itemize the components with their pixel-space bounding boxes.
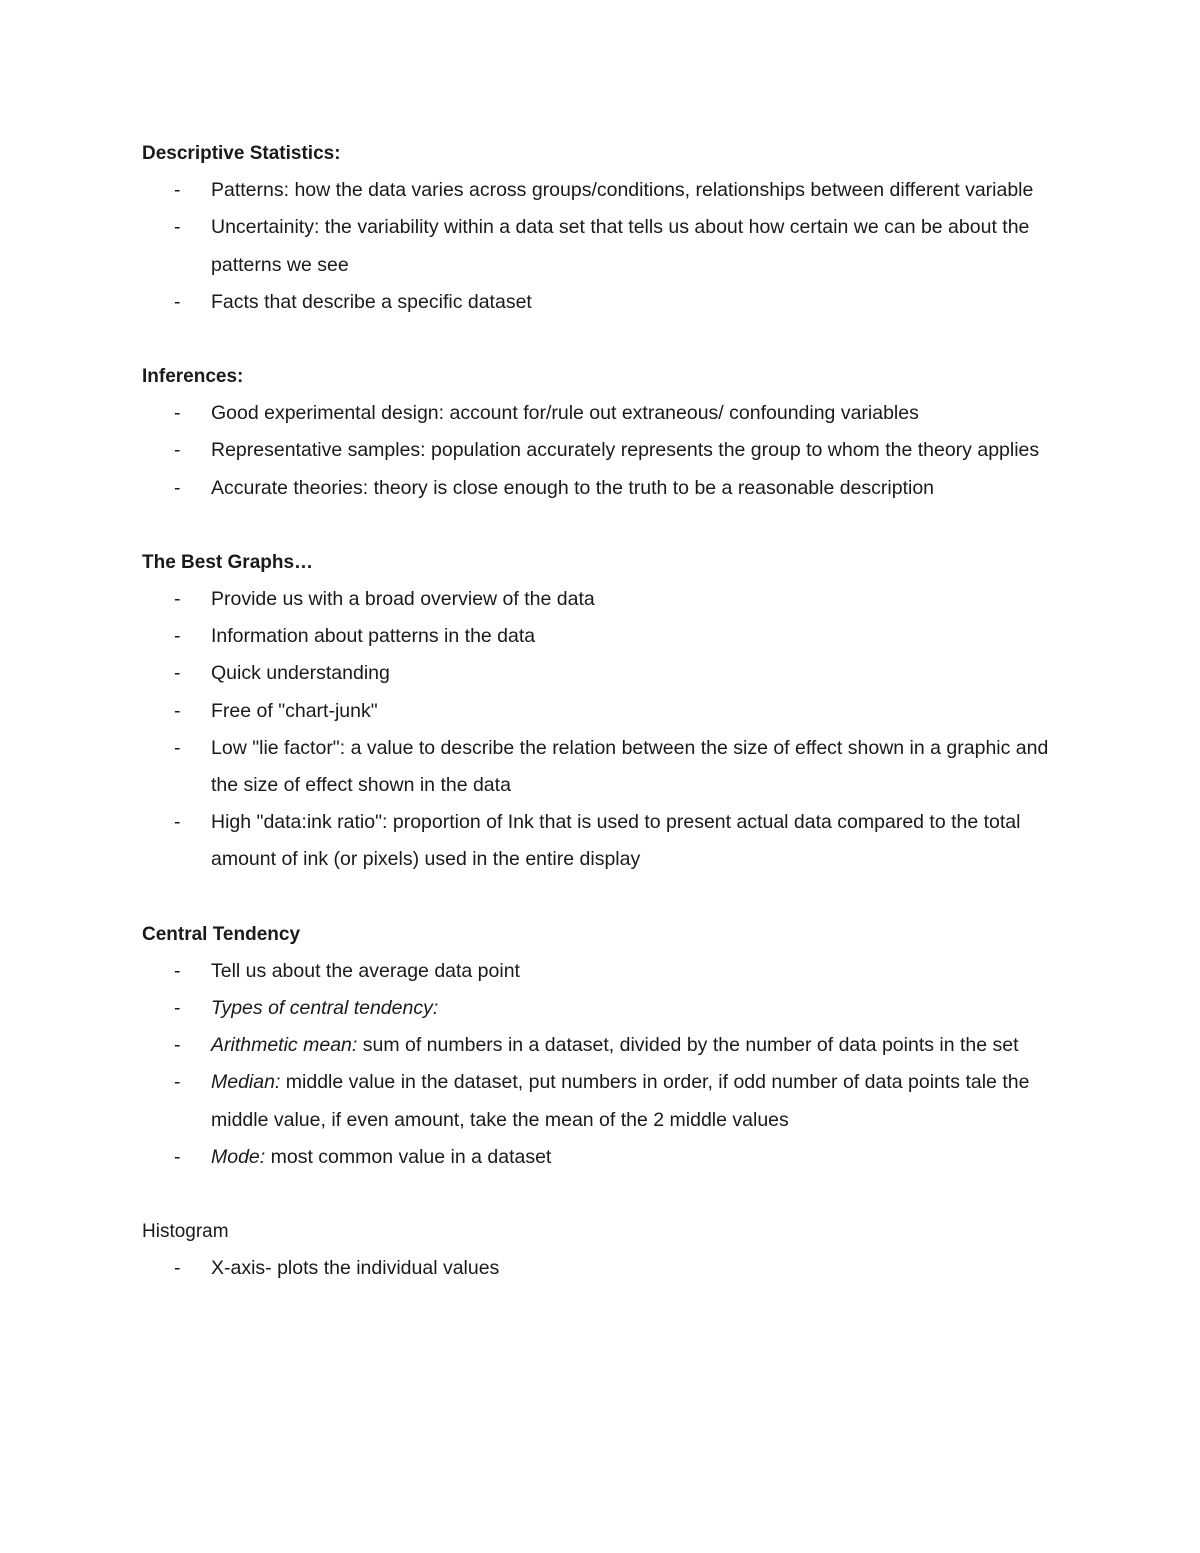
bullet-dash: - <box>174 587 181 610</box>
list-item-text: most common value in a dataset <box>265 1145 552 1168</box>
bullet-list <box>142 581 1072 879</box>
list-item-text: High "data:ink ratio": proportion of Ink that is used to present actual data compared to the total amount of ink (or pixels) used in the entire display <box>211 811 1021 871</box>
bullet-list <box>142 395 1072 507</box>
list-item <box>142 1027 1072 1064</box>
section-heading: Descriptive Statistics: <box>142 143 341 164</box>
list-item <box>142 804 1072 878</box>
section-central-tendency <box>142 916 1072 1176</box>
bullet-dash: - <box>174 1145 181 1168</box>
list-item <box>142 618 1072 655</box>
bullet-dash: - <box>174 1034 181 1057</box>
document-content <box>142 135 1072 1287</box>
list-item <box>142 209 1072 283</box>
bullet-dash: - <box>174 997 181 1019</box>
list-item-italic-term: Types of central tendency: <box>211 997 439 1019</box>
list-item-text: Good experimental design: account for/rule out extraneous/ confounding variables <box>211 402 919 425</box>
list-item-text: Representative samples: population accurately represents the group to whom the theory applies <box>211 439 1040 462</box>
bullet-dash: - <box>174 959 181 982</box>
list-item-text: Free of "chart-junk" <box>211 699 378 722</box>
list-item-italic-term: Median: <box>211 1071 281 1094</box>
list-item-text: middle value in the dataset, put numbers in order, if odd number of data points tale the middle value, if even amount, take the mean of the 2 middle values <box>211 1071 1030 1131</box>
bullet-dash: - <box>174 625 181 648</box>
list-item-text: sum of numbers in a dataset, divided by the number of data points in the set <box>357 1034 1019 1057</box>
list-item <box>142 284 1072 321</box>
bullet-dash: - <box>174 662 181 685</box>
list-item-text: Patterns: how the data varies across groups/conditions, relationships between different variable <box>211 179 1034 202</box>
section-inferences <box>142 358 1072 507</box>
section-heading: Histogram <box>142 1221 229 1243</box>
bullet-dash: - <box>174 402 181 425</box>
list-item-text: Information about patterns in the data <box>211 625 536 648</box>
section-heading: Inferences: <box>142 366 244 387</box>
bullet-list <box>142 172 1072 321</box>
list-item <box>142 953 1072 990</box>
bullet-dash: - <box>174 811 181 834</box>
section-heading: The Best Graphs… <box>142 551 314 573</box>
bullet-dash: - <box>174 179 181 202</box>
list-item <box>142 990 1072 1027</box>
bullet-dash: - <box>174 1071 181 1094</box>
list-item-text: Facts that describe a specific dataset <box>211 290 532 313</box>
list-item-text: Low "lie factor": a value to describe the relation between the size of effect shown in a graphic and the size of effect shown in the data <box>211 736 1049 796</box>
list-item <box>142 1250 1072 1287</box>
bullet-dash: - <box>174 699 181 722</box>
list-item <box>142 1064 1072 1138</box>
bullet-dash: - <box>174 290 181 313</box>
list-item <box>142 470 1072 507</box>
bullet-list <box>142 953 1072 1176</box>
list-item <box>142 693 1072 730</box>
list-item <box>142 172 1072 209</box>
section-descriptive-statistics <box>142 135 1072 321</box>
bullet-dash: - <box>174 1257 181 1280</box>
list-item-text: Uncertainity: the variability within a data set that tells us about how certain we can be about the patterns we see <box>211 216 1030 276</box>
list-item <box>142 395 1072 432</box>
section-best-graphs <box>142 544 1072 879</box>
list-item-text: Accurate theories: theory is close enough to the truth to be a reasonable description <box>211 476 935 499</box>
list-item <box>142 581 1072 618</box>
list-item-italic-term: Arithmetic mean: <box>211 1034 358 1057</box>
list-item <box>142 1139 1072 1176</box>
list-item <box>142 432 1072 469</box>
bullet-dash: - <box>174 476 181 499</box>
bullet-dash: - <box>174 439 181 462</box>
list-item-text: Tell us about the average data point <box>211 959 520 982</box>
list-item-text: Quick understanding <box>211 662 390 685</box>
list-item-text: X-axis- plots the individual values <box>211 1257 500 1280</box>
bullet-dash: - <box>174 216 181 239</box>
bullet-dash: - <box>174 736 181 759</box>
section-histogram <box>142 1213 1072 1287</box>
list-item-italic-term: Mode: <box>211 1145 266 1168</box>
bullet-list <box>142 1250 1072 1287</box>
list-item <box>142 730 1072 804</box>
list-item <box>142 655 1072 692</box>
section-heading: Central Tendency <box>142 923 301 945</box>
list-item-text: Provide us with a broad overview of the data <box>211 587 595 610</box>
